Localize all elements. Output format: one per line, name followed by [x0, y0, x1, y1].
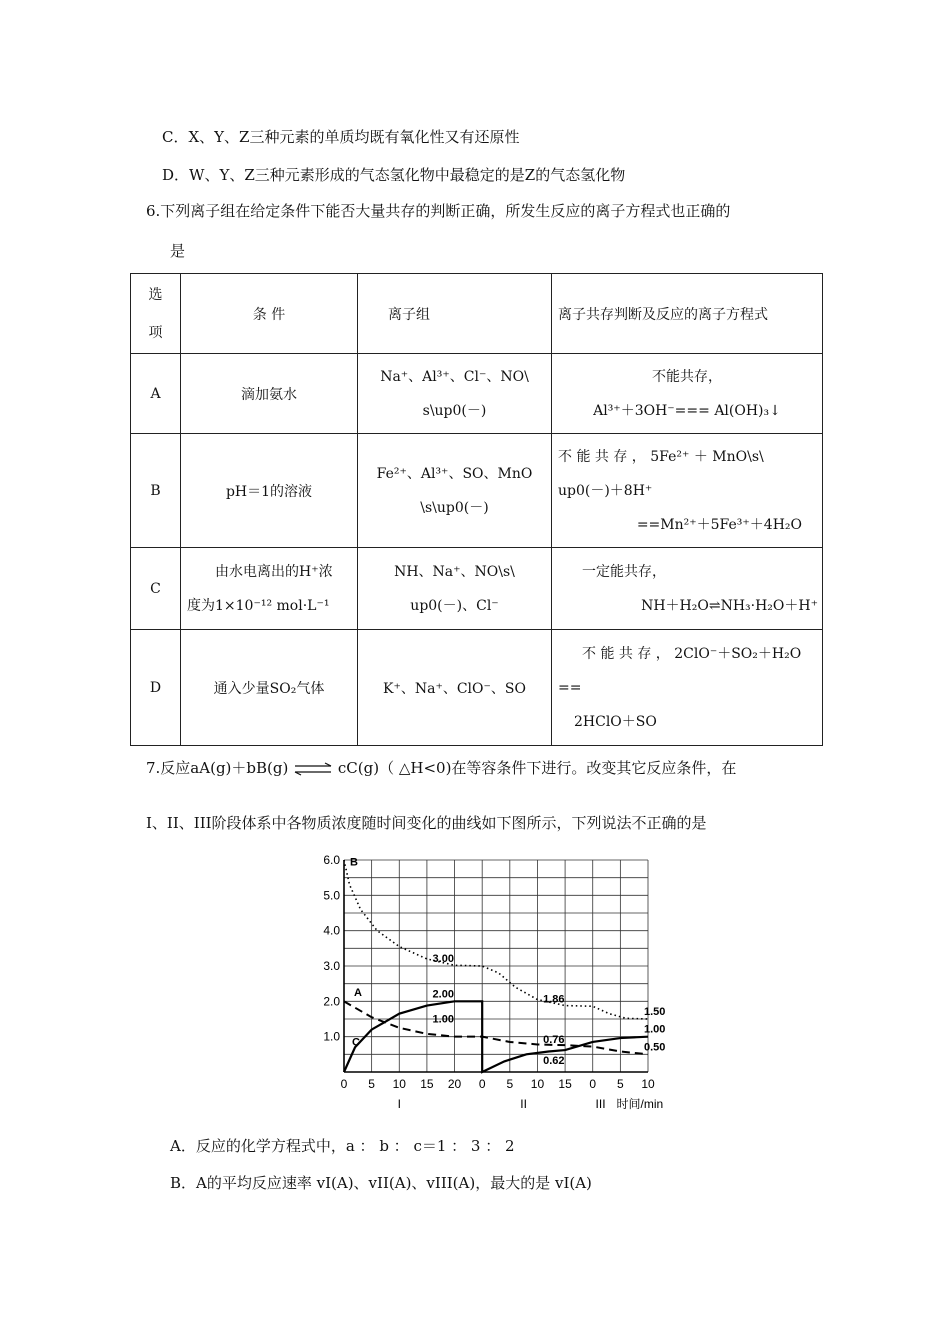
stage-label: III [595, 1097, 606, 1111]
x-tick-label: 5 [368, 1077, 375, 1091]
question-6-text: 6.下列离子组在给定条件下能否大量共存的判断正确，所发生反应的离子方程式也正确的 [146, 202, 731, 220]
x-tick-label: 10 [641, 1077, 655, 1091]
row-ions: NH、Na⁺、NO\s\ up0(－)、Cl⁻ [358, 548, 552, 630]
header-judgement: 离子共存判断及反应的离子方程式 [552, 274, 823, 354]
question-6-table [130, 273, 823, 746]
row-option: C [131, 548, 181, 630]
series-label: B [350, 856, 358, 869]
option-c-text: C．X、Y、Z三种元素的单质均既有氧化性又有还原性 [162, 128, 520, 146]
y-tick-label: 5.0 [323, 888, 340, 903]
stage-label: I [397, 1097, 401, 1111]
row-judgement: 一定能共存， NH＋H₂O⇌NH₃·H₂O＋H⁺ [552, 548, 823, 630]
row-condition: 由水电离出的H⁺浓 度为1×10⁻¹² mol·L⁻¹ [181, 548, 358, 630]
answer-a-text: A．反应的化学方程式中，a ： b ： c＝1 ： 3 ： 2 [170, 1137, 515, 1155]
answer-b-text: B．A的平均反应速率 vI(A)、vII(A)、vIII(A)，最大的是 vI(A) [170, 1174, 592, 1192]
header-option: 选项 [131, 274, 181, 354]
x-tick-label: 10 [530, 1077, 545, 1091]
row-option: D [131, 630, 181, 746]
x-tick-label: 0 [478, 1077, 486, 1091]
row-judgement: 不 能 共 存 ， 2ClO⁻＋SO₂＋H₂O == 2HClO＋SO [552, 630, 823, 746]
x-tick-label: 20 [447, 1077, 462, 1091]
row-ions: Fe²⁺、Al³⁺、SO、MnO \s\up0(－) [358, 434, 552, 548]
row-judgement: 不 能 共 存 ， 5Fe²⁺ ＋ MnO\s\ up0(－)＋8H⁺ ==Mn²⁺＋5Fe³⁺＋4H₂O [552, 434, 823, 548]
table-header-row [131, 274, 823, 354]
x-tick-label: 15 [558, 1077, 572, 1091]
table-row [131, 548, 823, 630]
y-tick-label: 6.0 [323, 853, 340, 867]
value-label: 0.62 [543, 1055, 565, 1068]
value-label: 0.76 [543, 1034, 565, 1047]
x-tick-label: 10 [392, 1077, 406, 1091]
y-tick-label: 4.0 [323, 923, 340, 938]
header-ions: 离子组 [358, 274, 552, 354]
question-6-continued: 是 [170, 242, 186, 260]
equilibrium-arrow-icon [293, 762, 333, 776]
x-tick-label: 5 [617, 1077, 624, 1091]
value-label: 2.00 [432, 988, 454, 1001]
question-7-continued: I、II、III阶段体系中各物质浓度随时间变化的曲线如下图所示，下列说法不正确的是 [146, 814, 707, 832]
value-label: 1.86 [543, 993, 565, 1006]
x-tick-label: 0 [340, 1077, 348, 1091]
x-tick-label: 5 [506, 1077, 514, 1091]
table-row [131, 434, 823, 548]
series-label: A [354, 987, 362, 1000]
stage-label: II [520, 1097, 527, 1111]
row-ions: Na⁺、Al³⁺、Cl⁻、NO\ s\up0(－) [358, 354, 552, 434]
question-7-text: 7.反应aA(g)＋bB(g) cC(g)（ △H<0)在等容条件下进行。改变其它反应条件，在 [146, 759, 737, 777]
option-d-text: D．W、Y、Z三种元素形成的气态氢化物中最稳定的是Z的气态氢化物 [162, 166, 626, 184]
row-option: A [131, 354, 181, 434]
y-tick-label: 2.0 [323, 994, 340, 1009]
value-label: 1.00 [644, 1023, 666, 1036]
concentration-time-chart [318, 848, 666, 1113]
value-label: 1.00 [432, 1013, 454, 1026]
series-label: C [352, 1036, 360, 1049]
table-row [131, 354, 823, 434]
value-label: 1.50 [644, 1006, 666, 1018]
row-condition: pH＝1的溶液 [181, 434, 358, 548]
y-tick-label: 1.0 [323, 1029, 340, 1044]
table-row [131, 630, 823, 746]
x-tick-label: 0 [589, 1077, 597, 1091]
x-tick-label: 15 [420, 1077, 434, 1091]
value-label: 0.50 [644, 1041, 666, 1054]
time-axis-label: 时间/min [616, 1097, 664, 1111]
row-ions: K⁺、Na⁺、ClO⁻、SO [358, 630, 552, 746]
series-b-line [344, 860, 648, 1019]
y-tick-label: 3.0 [323, 959, 340, 973]
row-judgement: 不能共存， Al³⁺＋3OH⁻=== Al(OH)₃↓ [552, 354, 823, 434]
row-option: B [131, 434, 181, 548]
row-condition: 滴加氨水 [181, 354, 358, 434]
value-label: 3.00 [432, 953, 454, 965]
series-a-line [344, 1001, 648, 1054]
row-condition: 通入少量SO₂气体 [181, 630, 358, 746]
header-condition: 条 件 [181, 274, 358, 354]
